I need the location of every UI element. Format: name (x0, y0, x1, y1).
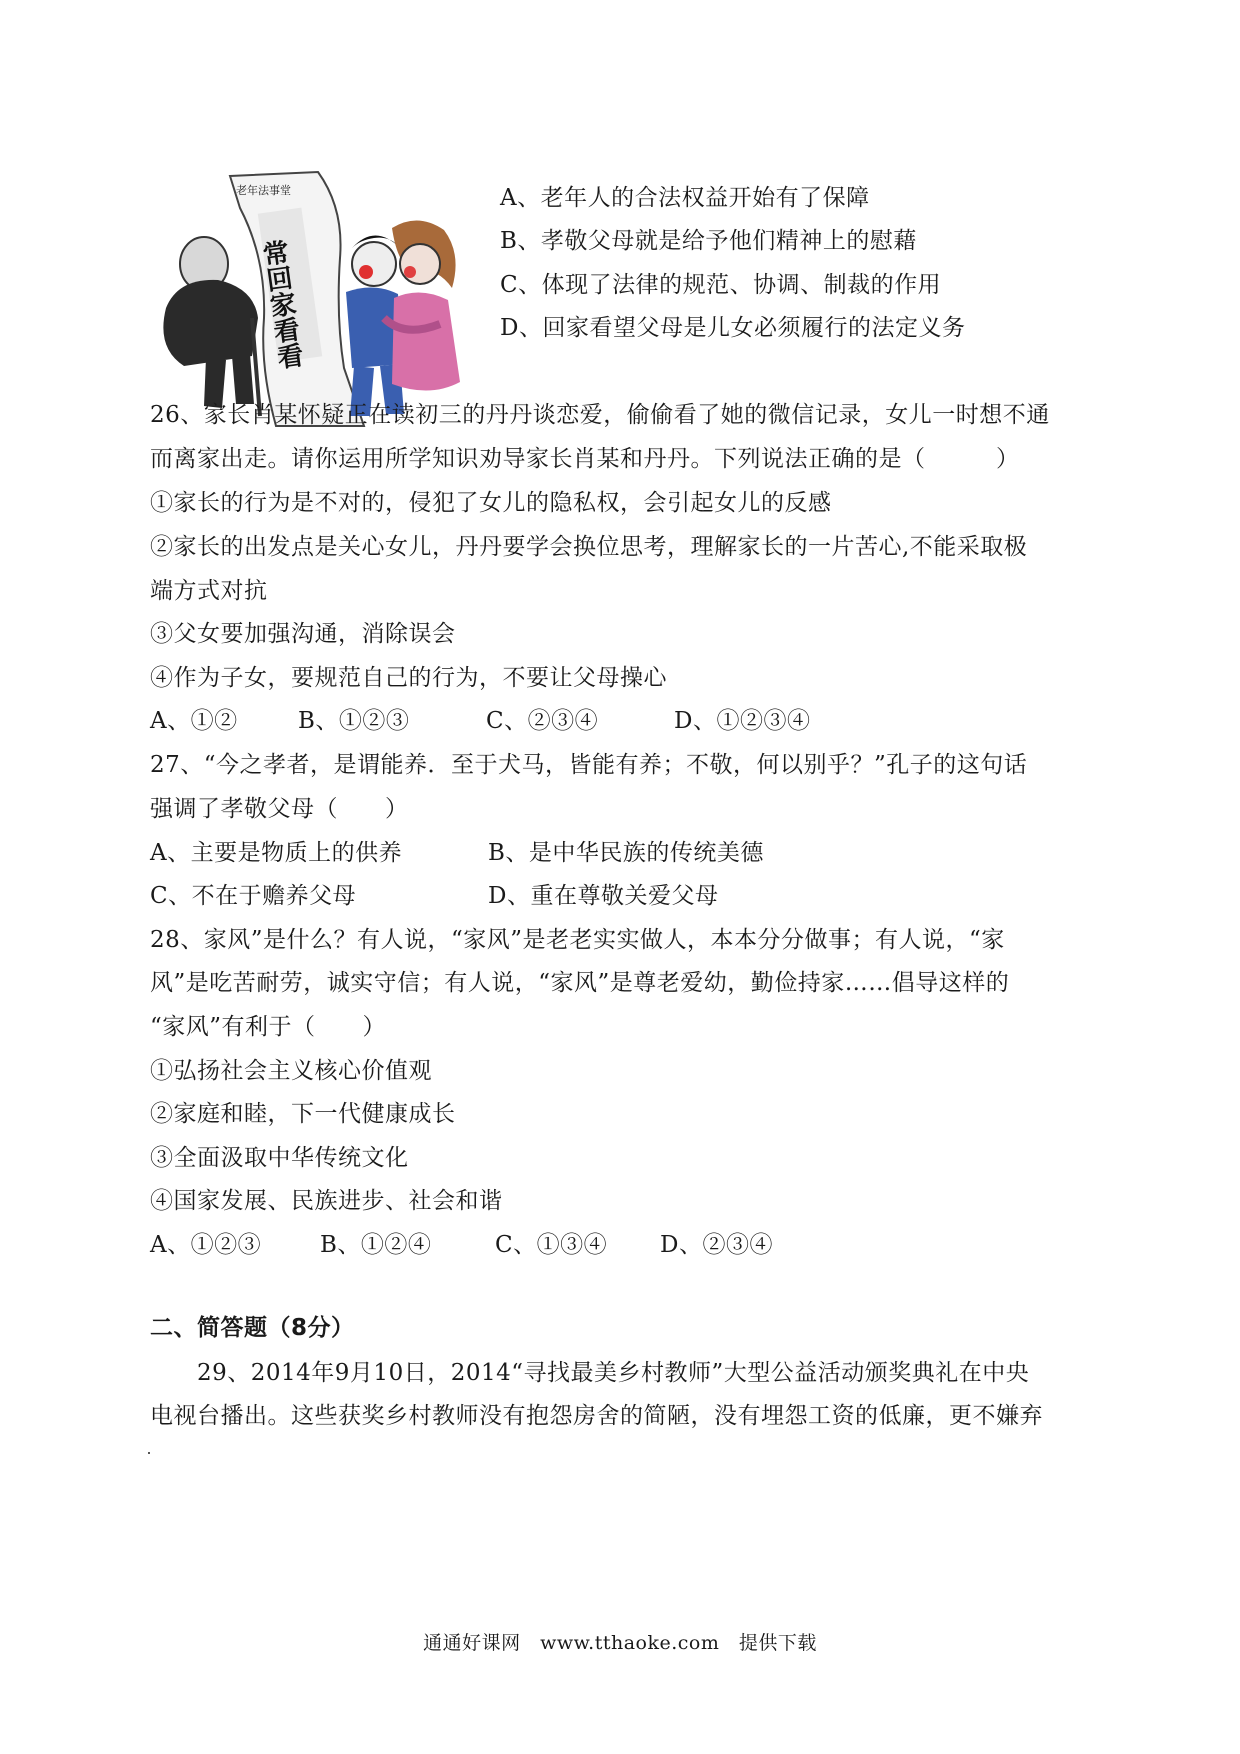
q27-stem-line1: 27、“今之孝者，是谓能养．至于犬马，皆能有养；不敬，何以别乎？”孔子的这句话 (150, 752, 1028, 778)
q27-stem-line2: 强调了孝敬父母（ ） (150, 796, 409, 822)
q29-line2: 电视台播出。这些获奖乡村教师没有抱怨房舍的简陋，没有埋怨工资的低廉，更不嫌弃 (150, 1403, 1043, 1429)
q28-item-1: ①弘扬社会主义核心价值观 (150, 1058, 432, 1084)
q26-item-4: ④作为子女，要规范自己的行为，不要让父母操心 (150, 665, 667, 691)
scroll-title: 常回家看看 (256, 238, 305, 371)
q28-choice-b: B、①②④ (320, 1232, 432, 1258)
filial-cartoon-illustration (148, 168, 488, 430)
q28-item-3: ③全面汲取中华传统文化 (150, 1145, 409, 1171)
q26-choice-c: C、②③④ (486, 708, 599, 734)
q26-stem-line2: 而离家出走。请你运用所学知识劝导家长肖某和丹丹。下列说法正确的是（ ） (150, 446, 1020, 472)
q26-choice-d: D、①②③④ (674, 708, 811, 734)
q25-option-b: B、孝敬父母就是给予他们精神上的慰藉 (500, 228, 917, 254)
q26-choice-b: B、①②③ (298, 708, 410, 734)
stray-mark (148, 1452, 150, 1454)
q28-choice-a: A、①②③ (150, 1232, 262, 1258)
q25-option-c: C、体现了法律的规范、协调、制裁的作用 (500, 272, 942, 298)
page-footer: 通通好课网 www.tthaoke.com 提供下载 (423, 1632, 817, 1654)
q28-choice-c: C、①③④ (495, 1232, 608, 1258)
q26-item-2-line2: 端方式对抗 (150, 578, 268, 604)
q26-item-2-line1: ②家长的出发点是关心女儿，丹丹要学会换位思考，理解家长的一片苦心,不能采取极 (150, 534, 1028, 560)
q26-choice-a: A、①② (150, 708, 238, 734)
q28-choice-d: D、②③④ (660, 1232, 773, 1258)
q26-stem-line1: 26、家长肖某怀疑正在读初三的丹丹谈恋爱，偷偷看了她的微信记录，女儿一时想不通 (150, 402, 1050, 428)
q25-option-a: A、老年人的合法权益开始有了保障 (500, 185, 870, 211)
q25-option-d: D、回家看望父母是儿女必须履行的法定义务 (500, 315, 966, 341)
q28-stem-line2: 风”是吃苦耐劳，诚实守信；有人说，“家风”是尊老爱幼，勤俭持家……倡导这样的 (150, 970, 1010, 996)
q27-choice-a: A、主要是物质上的供养 (150, 840, 403, 866)
q26-item-1: ①家长的行为是不对的，侵犯了女儿的隐私权，会引起女儿的反感 (150, 490, 832, 516)
scroll-header: 老年法事堂 (236, 184, 291, 197)
section-2-title: 二、简答题（8分） (150, 1315, 355, 1341)
q28-item-2: ②家庭和睦，下一代健康成长 (150, 1101, 456, 1127)
q28-stem-line1: 28、家风”是什么？有人说，“家风”是老老实实做人，本本分分做事；有人说，“家 (150, 927, 1005, 953)
q29-line1: 29、2014年9月10日，2014“寻找最美乡村教师”大型公益活动颁奖典礼在中央 (197, 1360, 1030, 1386)
q28-stem-line3: “家风”有利于（ ） (150, 1014, 387, 1040)
q28-item-4: ④国家发展、民族进步、社会和谐 (150, 1188, 503, 1214)
q27-choice-d: D、重在尊敬关爱父母 (488, 883, 719, 909)
q26-item-3: ③父女要加强沟通，消除误会 (150, 621, 456, 647)
q27-choice-b: B、是中华民族的传统美德 (488, 840, 764, 866)
q27-choice-c: C、不在于赡养父母 (150, 883, 357, 909)
